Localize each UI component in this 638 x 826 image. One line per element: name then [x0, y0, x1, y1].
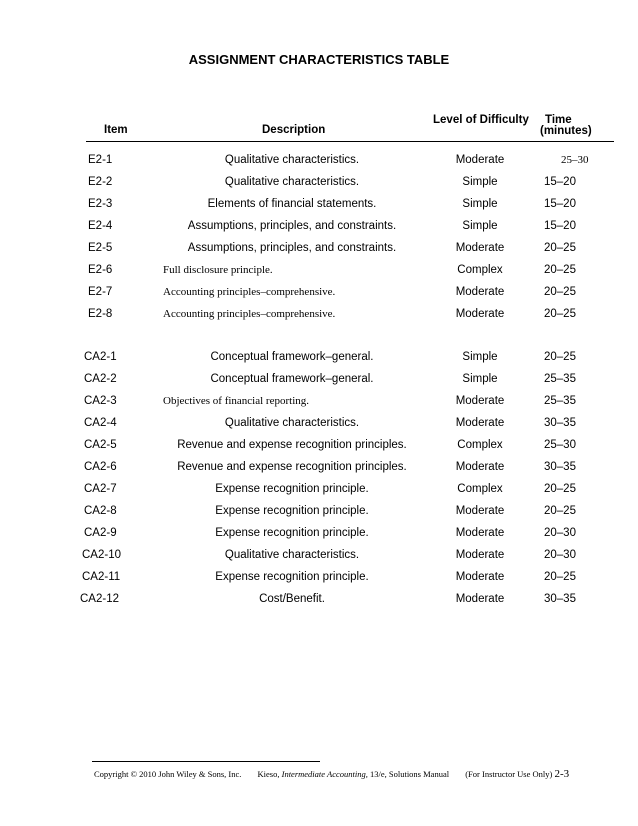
row-description: Qualitative characteristics. — [224, 417, 360, 429]
table-row — [0, 195, 638, 213]
row-time: 30–35 — [544, 417, 576, 429]
row-level: Simple — [462, 351, 498, 363]
row-level: Simple — [462, 220, 498, 232]
row-item: CA2-10 — [82, 549, 121, 561]
row-item: CA2-6 — [84, 461, 117, 473]
table-row — [0, 480, 638, 498]
row-item: CA2-8 — [84, 505, 117, 517]
row-time: 15–20 — [544, 176, 576, 188]
row-item: CA2-11 — [82, 571, 121, 583]
row-description: Qualitative characteristics. — [224, 154, 360, 166]
row-time: 20–25 — [544, 264, 576, 276]
row-level: Moderate — [455, 242, 505, 254]
row-item: CA2-3 — [84, 395, 117, 407]
table-row — [0, 590, 638, 608]
row-item: E2-5 — [88, 242, 113, 254]
row-level: Complex — [457, 483, 503, 495]
table-row — [0, 173, 638, 191]
row-level: Moderate — [455, 593, 505, 605]
row-time: 20–25 — [544, 242, 576, 254]
row-item: E2-4 — [88, 220, 113, 232]
row-description: Full disclosure principle. — [163, 264, 273, 276]
row-item: CA2-12 — [80, 593, 119, 605]
page-footer — [94, 768, 569, 780]
row-level: Moderate — [455, 308, 505, 320]
row-time: 25–35 — [544, 373, 576, 385]
table-row — [0, 436, 638, 454]
table-row — [0, 261, 638, 279]
row-time: 20–25 — [544, 483, 576, 495]
table-row — [0, 370, 638, 388]
row-description: Expense recognition principle. — [215, 527, 369, 539]
row-description: Accounting principles–comprehensive. — [163, 308, 336, 320]
row-description: Expense recognition principle. — [215, 483, 369, 495]
row-description: Revenue and expense recognition principles. — [177, 439, 407, 451]
footer-book-rest: 13/e, Solutions Manual — [367, 769, 450, 779]
row-description: Expense recognition principle. — [215, 505, 369, 517]
row-description: Assumptions, principles, and constraints. — [187, 220, 397, 232]
row-time: 20–25 — [544, 351, 576, 363]
footer-book-author: Kieso, — [257, 769, 282, 779]
row-item: E2-1 — [88, 154, 113, 166]
row-time: 30–35 — [544, 461, 576, 473]
row-description: Qualitative characteristics. — [224, 176, 360, 188]
column-header-time-unit: (minutes) — [540, 125, 592, 137]
row-time: 25–35 — [544, 395, 576, 407]
footer-usage: (For Instructor Use Only) — [465, 769, 553, 779]
row-description: Revenue and expense recognition principles. — [177, 461, 407, 473]
row-time: 25–30 — [561, 154, 589, 166]
row-time: 15–20 — [544, 220, 576, 232]
page-title: ASSIGNMENT CHARACTERISTICS TABLE — [188, 52, 450, 67]
table-row — [0, 392, 638, 410]
row-item: CA2-9 — [84, 527, 117, 539]
table-row — [0, 151, 638, 169]
row-description: Cost/Benefit. — [259, 593, 325, 605]
row-time: 20–25 — [544, 571, 576, 583]
row-description: Accounting principles–comprehensive. — [163, 286, 336, 298]
row-level: Simple — [462, 198, 498, 210]
row-description: Conceptual framework–general. — [210, 373, 374, 385]
row-item: CA2-2 — [84, 373, 117, 385]
row-level: Moderate — [455, 549, 505, 561]
row-level: Moderate — [455, 571, 505, 583]
row-item: E2-6 — [88, 264, 113, 276]
column-header-time: Time — [545, 114, 572, 126]
table-row — [0, 283, 638, 301]
row-item: CA2-4 — [84, 417, 117, 429]
table-row — [0, 348, 638, 366]
row-time: 20–30 — [544, 549, 576, 561]
row-description: Conceptual framework–general. — [210, 351, 374, 363]
footer-book-title: Intermediate Accounting, — [281, 769, 368, 779]
row-level: Simple — [462, 373, 498, 385]
row-item: E2-7 — [88, 286, 113, 298]
table-row — [0, 239, 638, 257]
table-row — [0, 414, 638, 432]
table-row — [0, 568, 638, 586]
row-level: Moderate — [455, 461, 505, 473]
row-level: Moderate — [455, 154, 505, 166]
row-item: CA2-5 — [84, 439, 117, 451]
footer-copyright: Copyright © 2010 John Wiley & Sons, Inc. — [94, 769, 242, 779]
row-time: 30–35 — [544, 593, 576, 605]
column-header-level: Level of Difficulty — [433, 114, 529, 126]
table-row — [0, 217, 638, 235]
footer-rule — [92, 761, 320, 762]
table-row — [0, 524, 638, 542]
row-description: Qualitative characteristics. — [224, 549, 360, 561]
row-item: E2-2 — [88, 176, 113, 188]
header-rule — [86, 141, 614, 142]
table-row — [0, 502, 638, 520]
row-description: Assumptions, principles, and constraints. — [187, 242, 397, 254]
row-level: Moderate — [455, 527, 505, 539]
column-header-item: Item — [104, 124, 128, 136]
row-item: CA2-7 — [84, 483, 117, 495]
row-level: Moderate — [455, 286, 505, 298]
row-level: Moderate — [455, 505, 505, 517]
page-number: 2-3 — [554, 768, 570, 780]
row-item: E2-3 — [88, 198, 113, 210]
row-description: Expense recognition principle. — [215, 571, 369, 583]
row-description: Elements of financial statements. — [207, 198, 377, 210]
column-header-description: Description — [262, 124, 326, 136]
row-level: Complex — [457, 439, 503, 451]
row-level: Moderate — [455, 395, 505, 407]
row-time: 20–25 — [544, 308, 576, 320]
row-time: 20–25 — [544, 286, 576, 298]
row-level: Moderate — [455, 417, 505, 429]
row-time: 15–20 — [544, 198, 576, 210]
row-item: E2-8 — [88, 308, 113, 320]
row-time: 25–30 — [544, 439, 576, 451]
row-item: CA2-1 — [84, 351, 117, 363]
table-row — [0, 305, 638, 323]
row-time: 20–25 — [544, 505, 576, 517]
table-row — [0, 546, 638, 564]
row-level: Simple — [462, 176, 498, 188]
table-row — [0, 458, 638, 476]
row-time: 20–30 — [544, 527, 576, 539]
row-description: Objectives of financial reporting. — [163, 395, 310, 407]
row-level: Complex — [457, 264, 503, 276]
